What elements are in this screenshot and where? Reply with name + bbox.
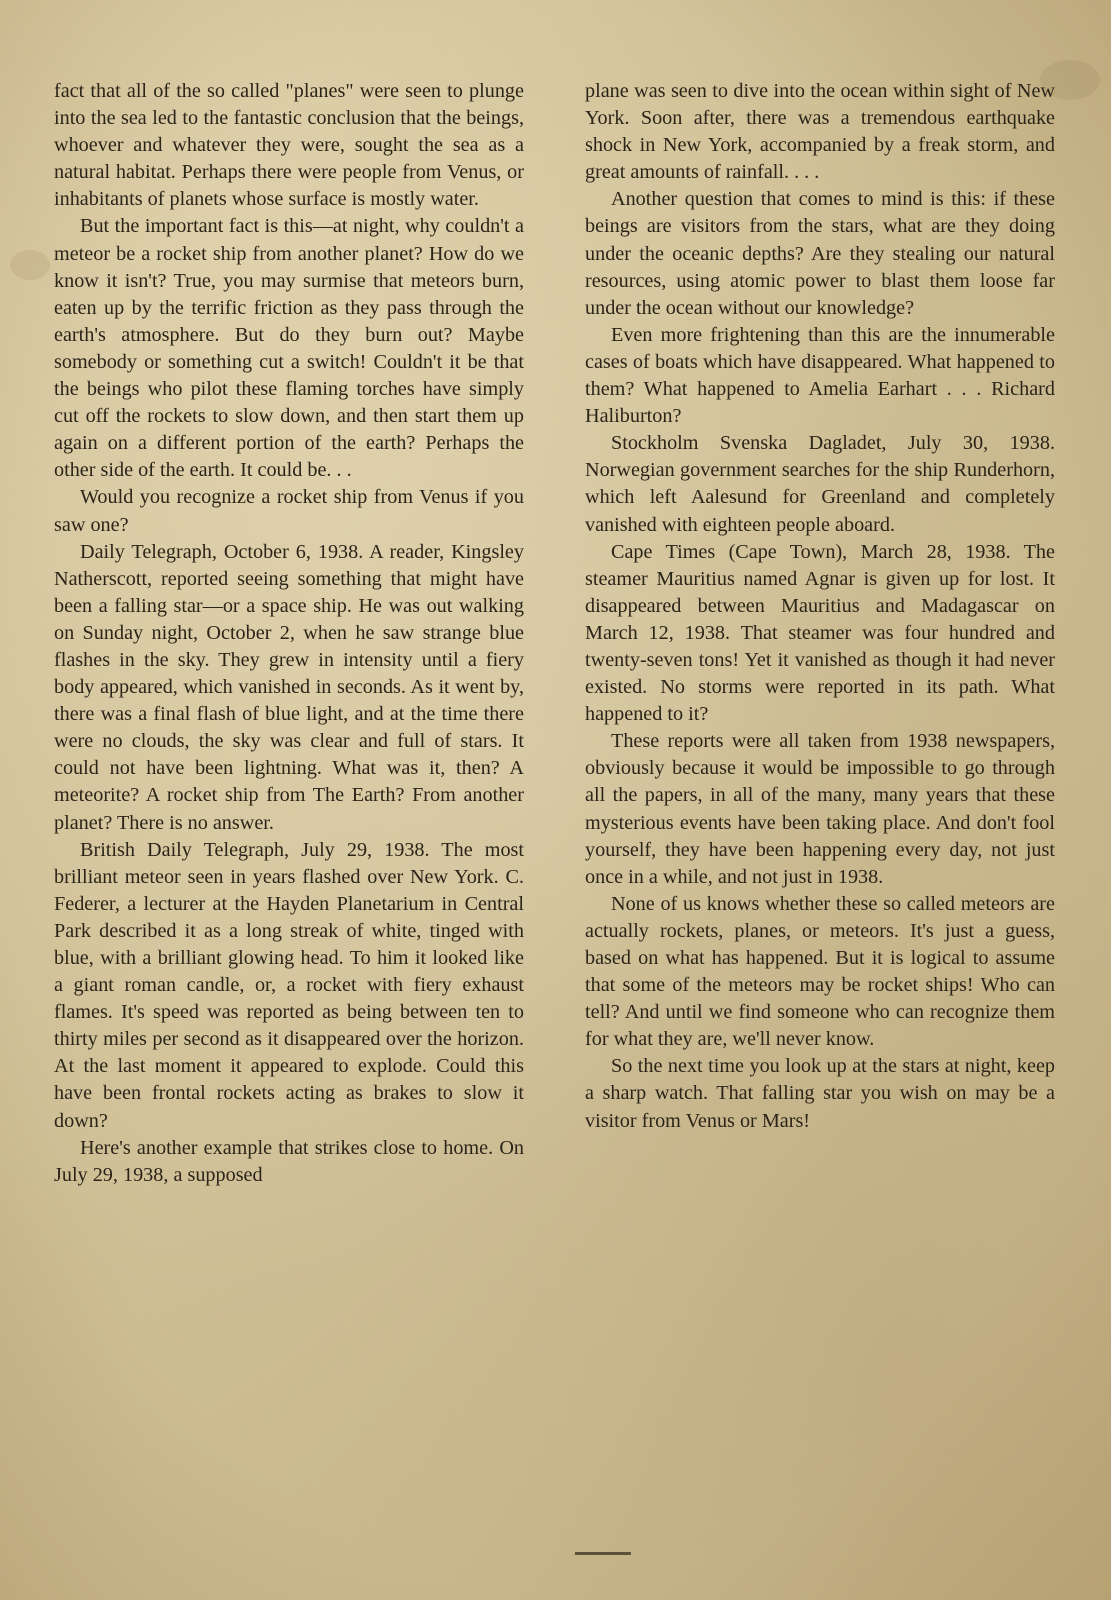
right-paragraph-7: None of us knows whether these so called meteors are actually rockets, planes, or meteors. It's just a guess, based on what has happened. But it is logical to assume that some of the meteors may be rocket ships! Who can tell? And until we find someone who can recognize them for what they are, we'll never know.	[585, 892, 1055, 1051]
right-column	[585, 78, 1055, 1135]
right-paragraph-2: Another question that comes to mind is this: if these beings are visitors from the stars, what are they doing under the oceanic depths? Are they stealing our natural resources, using atomic power to blast them loose far under the ocean without our knowledge?	[585, 188, 1055, 319]
left-paragraph-6: Here's another example that strikes close to home. On July 29, 1938, a supposed	[54, 1136, 524, 1186]
right-paragraph-6: These reports were all taken from 1938 newspapers, obviously because it would be impossible to go through all the papers, in all of the many, many years that these mysterious events have been taking place. And don't fool yourself, they have been happening every day, not just once in a while, and not just in 1938.	[585, 730, 1055, 888]
page-end-mark	[575, 1552, 631, 1555]
left-column	[54, 78, 524, 1189]
right-paragraph-5: Cape Times (Cape Town), March 28, 1938. The steamer Mauritius named Agnar is given up for lost. It disappeared between Mauritius and Madagascar on March 12, 1938. That steamer was four hundred and twenty-seven tons! Yet it vanished as though it had never existed. No storms were reported in its path. What happened to it?	[585, 540, 1055, 726]
left-paragraph-3: Would you recognize a rocket ship from Venus if you saw one?	[54, 486, 524, 536]
paper-stain	[10, 250, 50, 280]
left-paragraph-1: fact that all of the so called "planes" were seen to plunge into the sea led to the fantastic conclusion that the beings, whoever and whatever they were, sought the sea as a natural habitat. Perhaps there were people from Venus, or inhabitants of planets whose surface is mostly water.	[54, 80, 524, 211]
right-paragraph-3: Even more frightening than this are the innumerable cases of boats which have disappeared. What happened to them? What happened to Amelia Earhart . . . Richard Haliburton?	[585, 323, 1055, 428]
right-paragraph-1: plane was seen to dive into the ocean within sight of New York. Soon after, there was a tremendous earthquake shock in New York, accompanied by a freak storm, and great amounts of rainfall. . . .	[585, 80, 1055, 184]
right-paragraph-8: So the next time you look up at the stars at night, keep a sharp watch. That falling star you wish on may be a visitor from Venus or Mars!	[585, 1055, 1055, 1132]
left-paragraph-4: Daily Telegraph, October 6, 1938. A reader, Kingsley Natherscott, reported seeing something that might have been a falling star—or a space ship. He was out walking on Sunday night, October 2, when he saw strange blue flashes in the sky. They grew in intensity until a fiery body appeared, which vanished in seconds. As it went by, there was a final flash of blue light, and at the time there were no clouds, the sky was clear and full of stars. It could not have been lightning. What was it, then? A meteorite? A rocket ship from The Earth? From another planet? There is no answer.	[54, 540, 524, 834]
left-paragraph-5: British Daily Telegraph, July 29, 1938. The most brilliant meteor seen in years flashed over New York. C. Federer, a lecturer at the Hayden Planetarium in Central Park described it as a long streak of white, tinged with blue, with a brilliant glowing head. To him it looked like a giant roman candle, or, a rocket with fiery exhaust flames. It's speed was reported as being between ten to thirty miles per second as it disappeared over the horizon. At the last moment it appeared to explode. Could this have been frontal rockets acting as brakes to slow it down?	[54, 838, 524, 1132]
left-paragraph-2: But the important fact is this—at night, why couldn't a meteor be a rocket ship from another planet? How do we know it isn't? True, you may surmise that meteors burn, eaten up by the terrific friction as they pass through the earth's atmosphere. But do they burn out? Maybe somebody or something cut a switch! Couldn't it be that the beings who pilot these flaming torches have simply cut off the rockets to slow down, and then start them up again on a different portion of the earth? Perhaps the other side of the earth. It could be. . .	[54, 215, 524, 482]
right-paragraph-4: Stockholm Svenska Dagladet, July 30, 1938. Norwegian government searches for the ship Runderhorn, which left Aalesund for Greenland and completely vanished with eighteen people aboard.	[585, 432, 1055, 536]
